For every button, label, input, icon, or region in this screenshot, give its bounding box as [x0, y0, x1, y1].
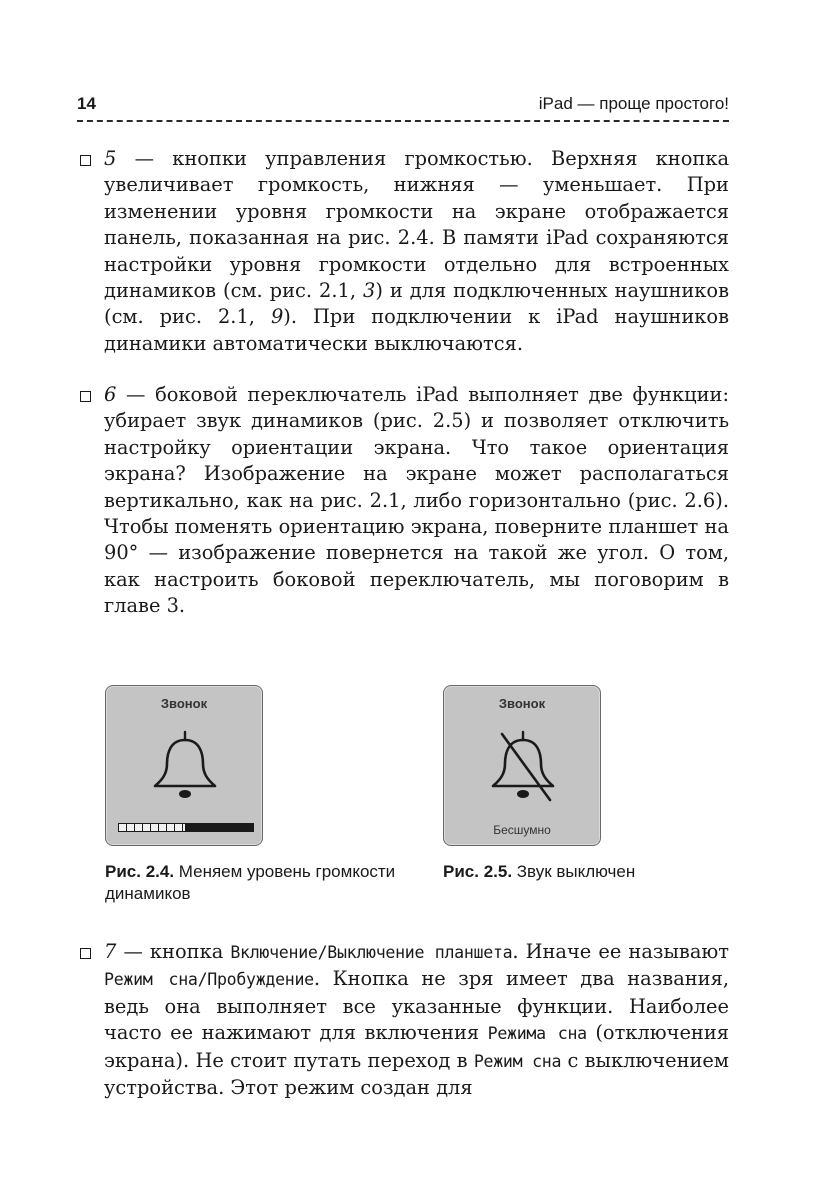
text-run: — боковой переключатель iPad выполняет две функции: убирает звук динамиков (рис. 2.5) и позволяет отключить настройку ориентации экрана. Что такое ориентация экрана? Изображение на экране может располагаться вертикально, как на рис. 2.1, либо горизонтально (рис. 2.6). Чтобы поменять ориентацию экрана, поверните планшет на 90° — изображение повернется на такой же угол. О том, как настроить боковой переключатель, мы поговорим в главе 3. [104, 383, 729, 618]
panel-label: Звонок [160, 696, 208, 711]
header-dashed-rule [77, 120, 729, 122]
figure-caption [443, 861, 733, 883]
ui-term: Режима сна [487, 1024, 587, 1044]
volume-level-fill [119, 824, 185, 831]
page-number: 14 [77, 94, 96, 113]
list-item-text [104, 146, 729, 357]
figure-ref: 9 [270, 305, 284, 329]
bell-icon [150, 730, 220, 802]
volume-panel-figure [105, 685, 263, 846]
silent-panel-figure [443, 685, 601, 846]
silent-status-label: Бесшумно [493, 823, 551, 837]
list-item-text [104, 939, 729, 1101]
text-run: ) и для подключенных наушников (см. рис. 2.1, [104, 279, 729, 329]
text-run: . Иначе ее называют [512, 940, 730, 963]
volume-level-bar [118, 823, 254, 832]
caption-number: Рис. 2.4. [105, 862, 175, 881]
checkbox-bullet-icon [80, 155, 91, 166]
checkbox-bullet-icon [80, 391, 91, 402]
text-run: ). При подключении к iPad наушников динамики автоматически выключаются. [104, 305, 729, 355]
figure-caption [105, 861, 405, 905]
list-item-5 [77, 146, 729, 357]
list-item-text [104, 382, 729, 620]
running-title: iPad — проще простого! [538, 94, 729, 113]
caption-text: Меняем уровень громкости динамиков [105, 862, 396, 903]
bell-muted-icon [488, 730, 558, 802]
caption-text: Звук выключен [512, 862, 636, 881]
item-number: 6 [104, 383, 117, 406]
figure-ref: 3 [362, 279, 376, 303]
text-run: с выключением устройства. Этот режим создан для [104, 1048, 729, 1100]
list-item-6 [77, 382, 729, 620]
text-run: — кнопки управления громкостью. Верхняя кнопка увеличивает громкость, нижняя — уменьшает. При изменении уровня громкости на экране отображается панель, показанная на рис. 2.4. В памяти iPad сохраняются настройки уровня громкости отдельно для встроенных динамиков (см. рис. 2.1, [104, 147, 729, 303]
text-run: (отключения экрана). Не стоит путать переход в [104, 1021, 730, 1072]
panel-label: Звонок [498, 696, 546, 711]
ui-term: Режим сна [473, 1051, 562, 1071]
ui-term: Режим сна/Пробуждение [104, 970, 314, 990]
caption-number: Рис. 2.5. [443, 862, 513, 881]
item-number: 7 [104, 940, 117, 963]
ui-term: Включение/Выключение планшета [230, 943, 513, 962]
page-header [77, 92, 729, 118]
list-item-7 [77, 939, 729, 1101]
item-number: 5 [104, 147, 117, 170]
text-run: . Кнопка не зря имеет два названия, ведь она выполняет все указанные функции. Наиболее часто ее нажимают для включения [104, 967, 729, 1045]
text-run: — кнопка [116, 940, 231, 963]
checkbox-bullet-icon [80, 948, 91, 959]
